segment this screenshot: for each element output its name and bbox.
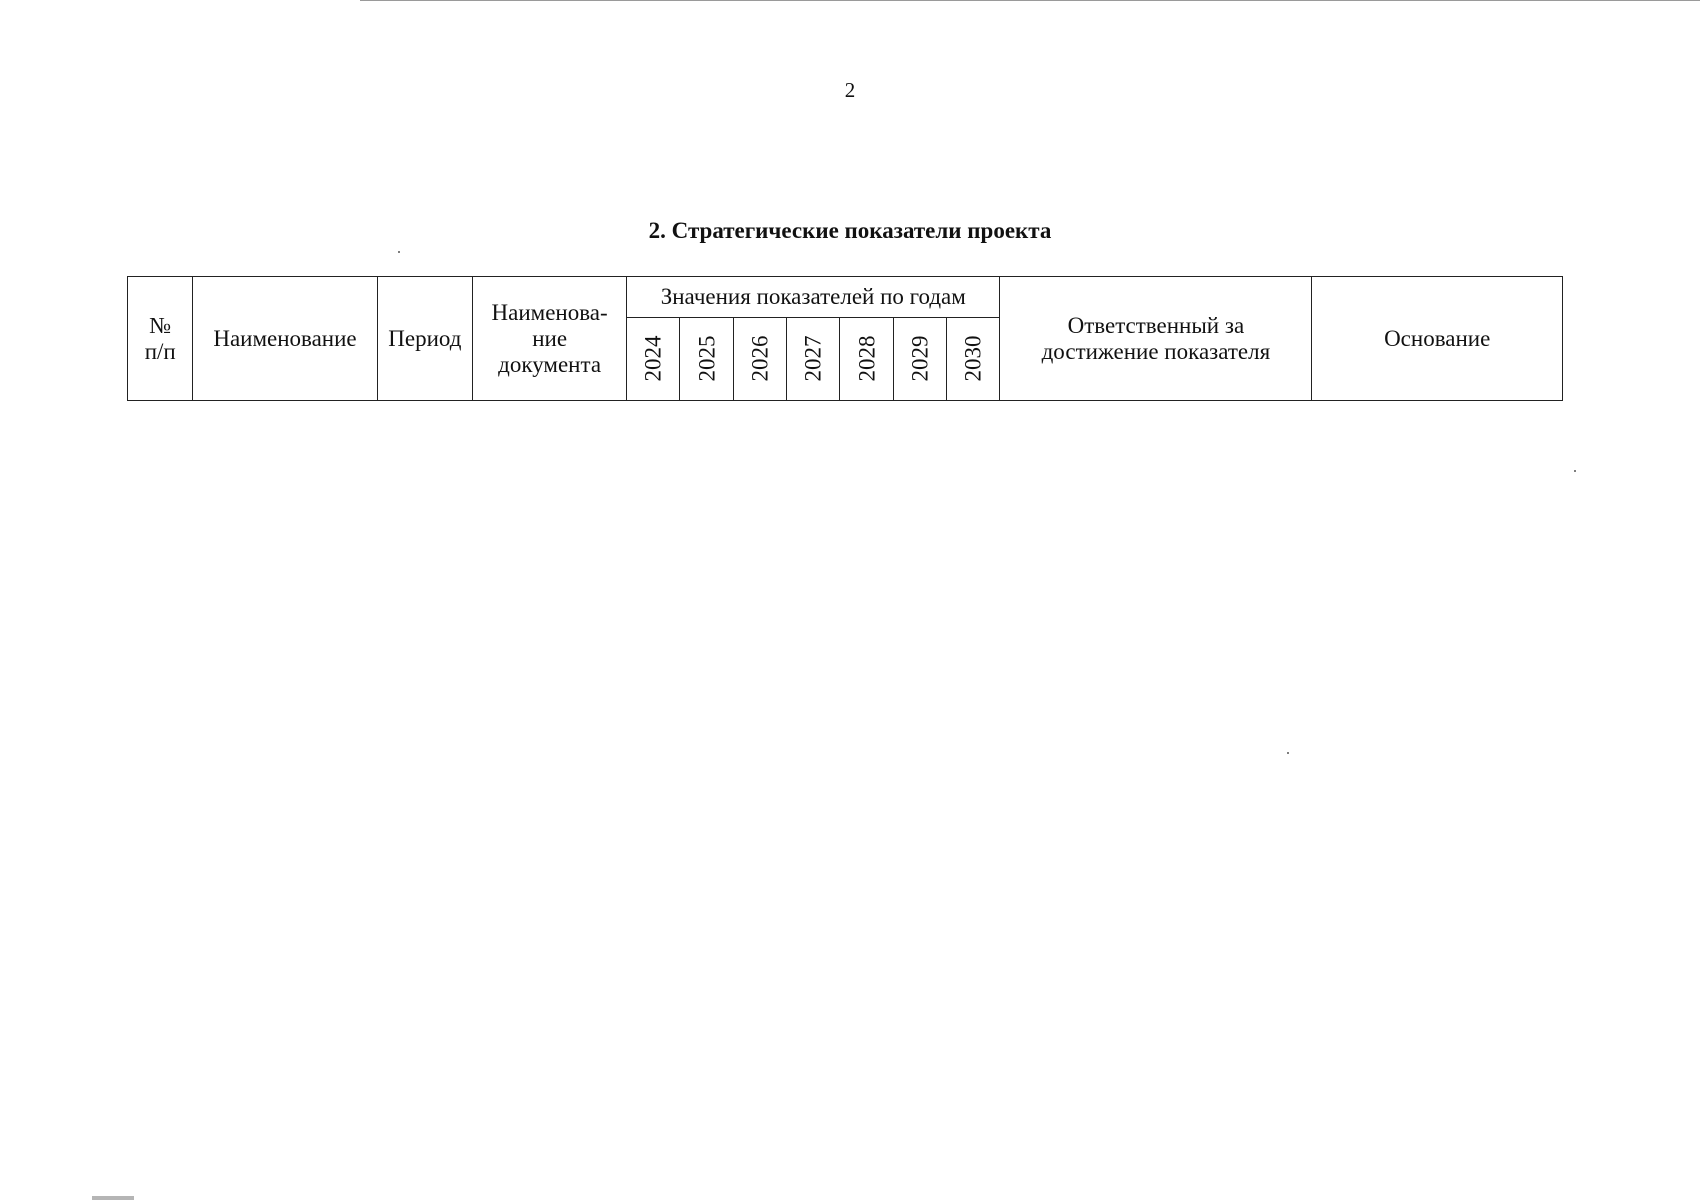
year-label: 2027 — [800, 335, 826, 382]
year-cell-2027 — [787, 318, 840, 401]
year-cell-2028 — [840, 318, 893, 401]
year-label: 2025 — [694, 335, 720, 382]
table-header-row — [128, 277, 1563, 318]
header-name: Наименование — [193, 277, 377, 401]
header-document — [473, 277, 627, 401]
header-number-line2: п/п — [144, 338, 176, 364]
header-responsible-line1: Ответственный за — [1067, 312, 1245, 338]
scan-speck — [1287, 752, 1289, 754]
year-cell-2030 — [947, 318, 1000, 401]
scan-edge-line — [360, 0, 1700, 1]
header-number-line1: № — [149, 312, 172, 338]
header-number — [128, 277, 193, 401]
header-document-line2: ние — [532, 325, 568, 351]
year-cell-2025 — [680, 318, 733, 401]
strategic-indicators-table — [127, 276, 1563, 401]
section-title: 2. Стратегические показатели проекта — [648, 218, 1052, 243]
header-period: Период — [377, 277, 473, 401]
year-label: 2029 — [907, 335, 933, 382]
header-values-by-year: Значения показателей по годам — [627, 277, 1000, 318]
page-number: 2 — [844, 78, 856, 102]
year-label: 2030 — [960, 335, 986, 382]
scan-speck — [398, 251, 400, 253]
scan-footer-mark — [92, 1196, 134, 1200]
year-cell-2024 — [627, 318, 680, 401]
scan-speck — [1574, 470, 1576, 472]
header-document-line3: документа — [498, 351, 602, 377]
year-label: 2024 — [640, 335, 666, 382]
header-responsible-line2: достижение показателя — [1041, 338, 1271, 364]
year-label: 2026 — [747, 335, 773, 382]
header-responsible — [1000, 277, 1312, 401]
header-document-line1: Наименова- — [491, 299, 608, 325]
year-cell-2029 — [893, 318, 946, 401]
header-basis: Основание — [1312, 277, 1563, 401]
year-label: 2028 — [854, 335, 880, 382]
year-cell-2026 — [733, 318, 786, 401]
